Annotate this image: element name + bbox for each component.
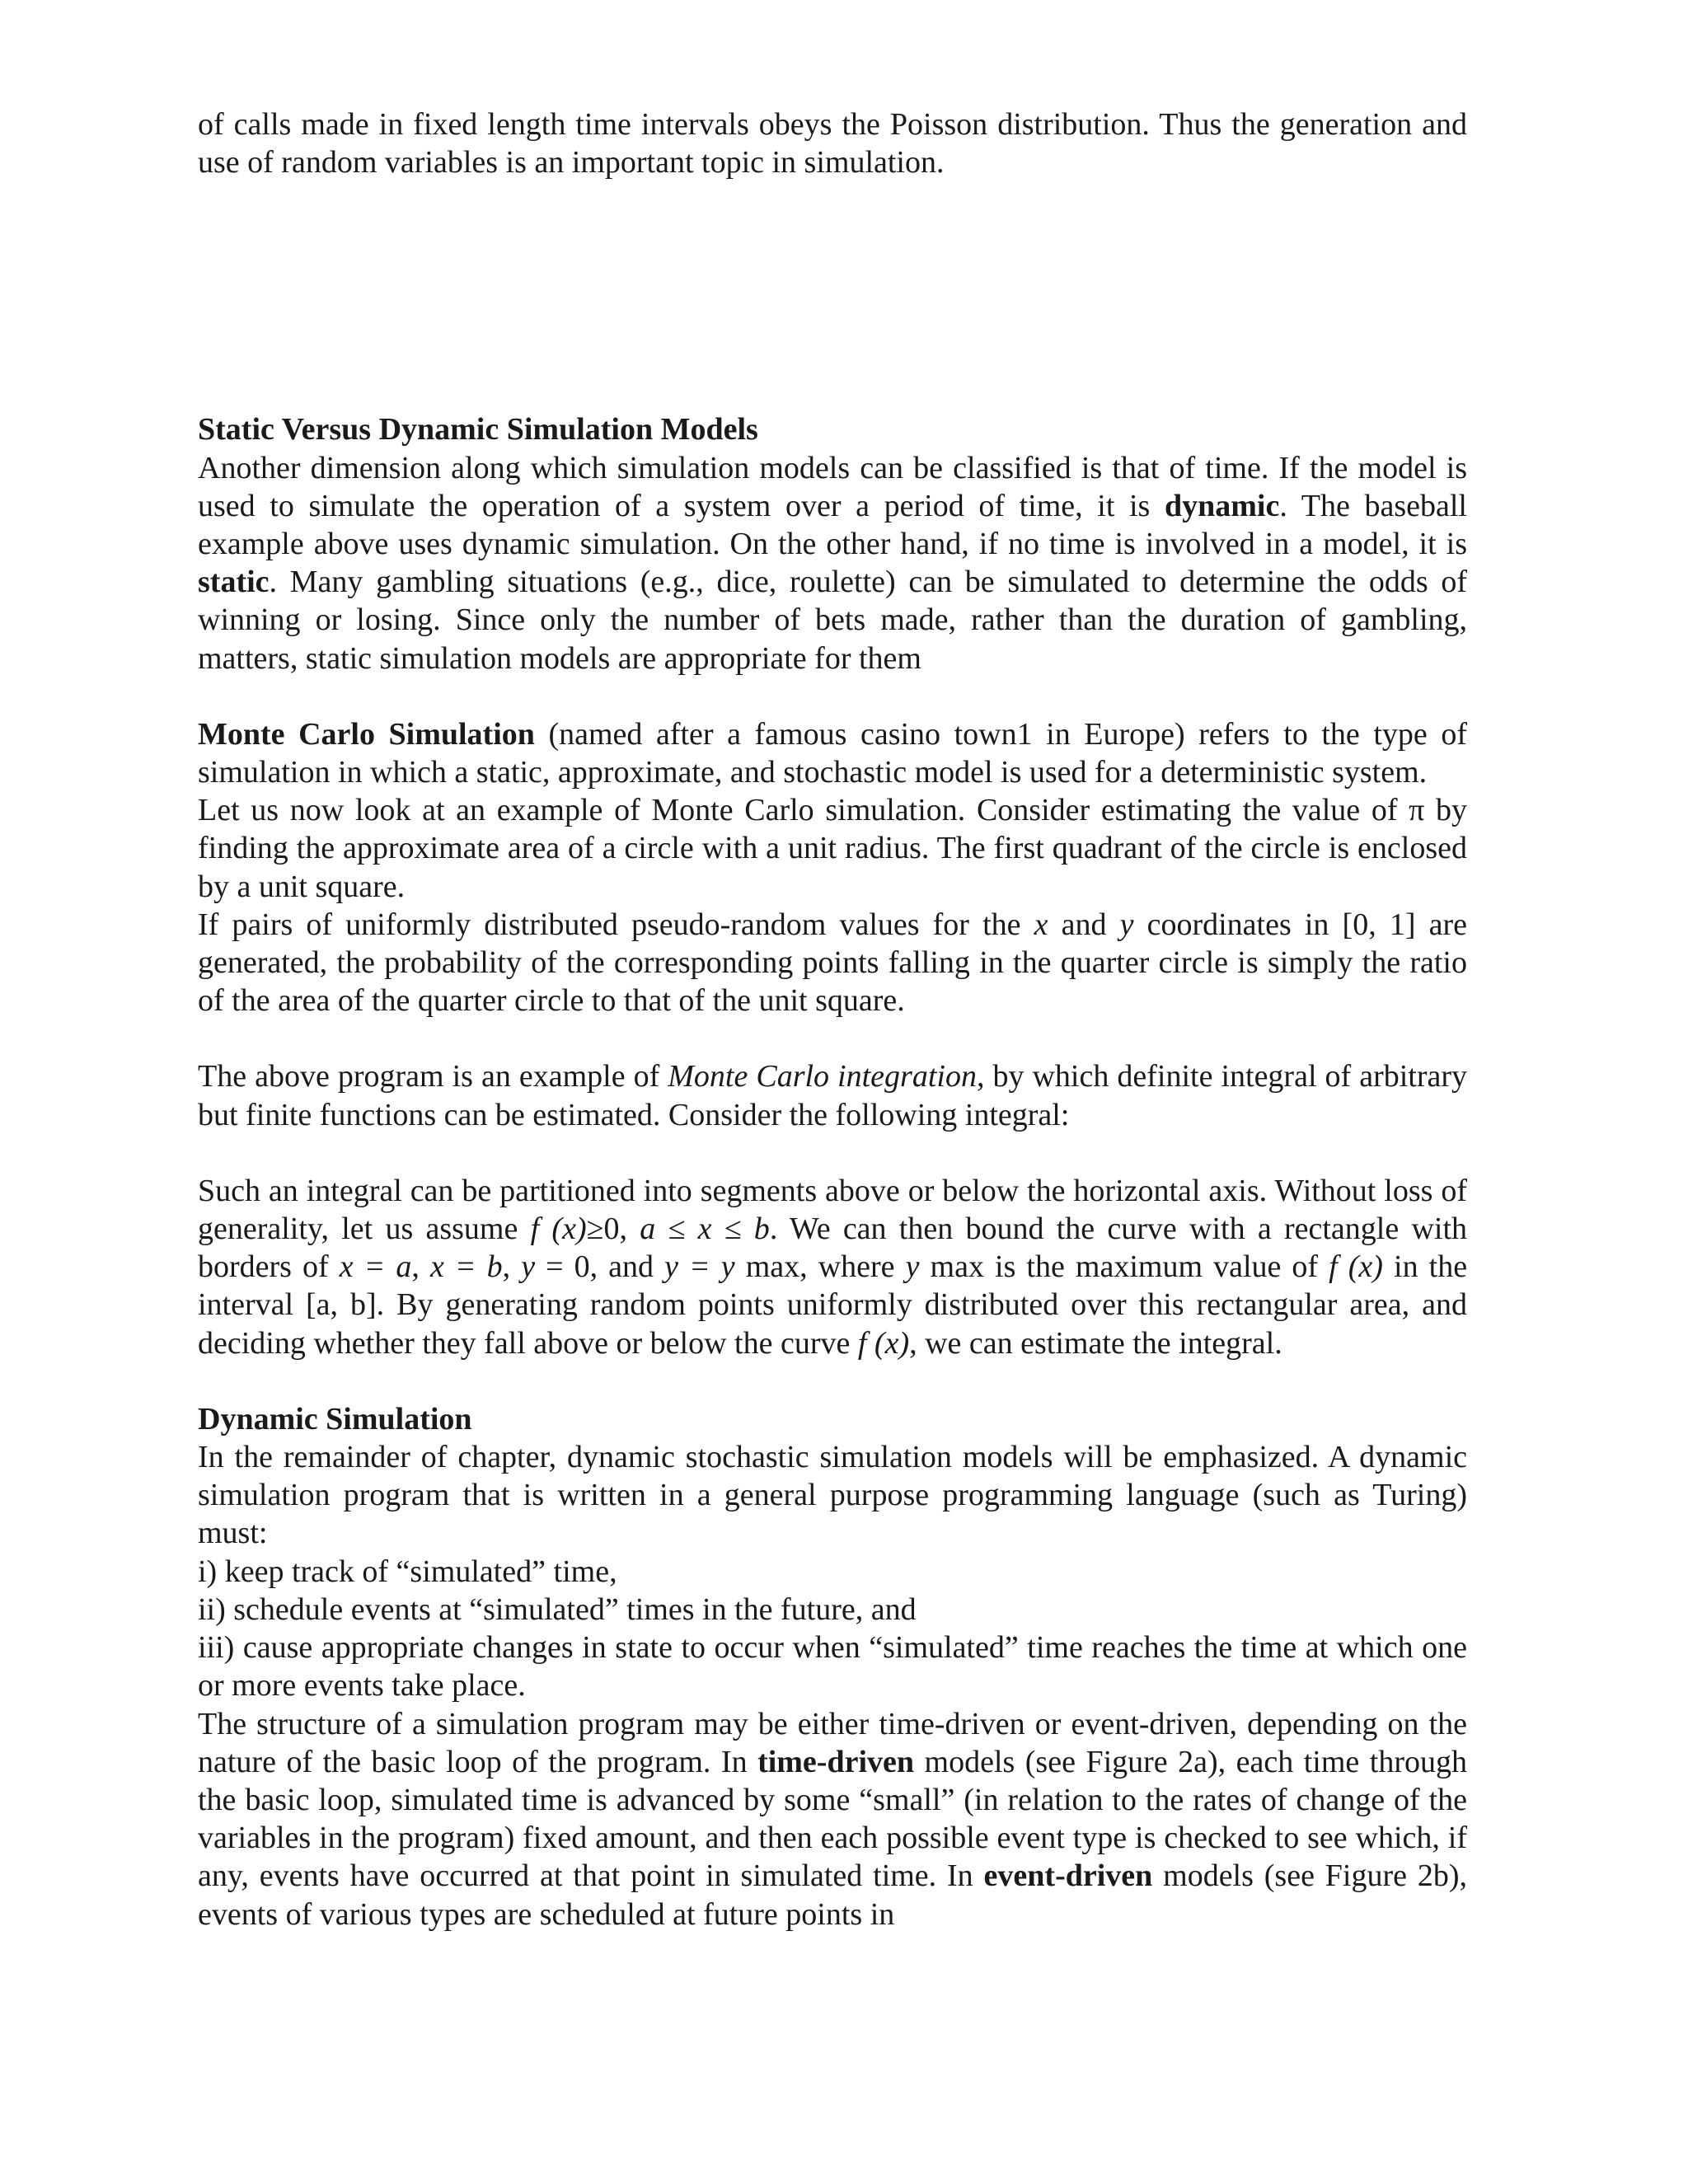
- text-run: . Many gambling situations (e.g., dice, roulette) can be simulated to determine the odds of winning or losing. Since only the number of bets made, rather than the duration of gambling, matters, static simulation models are appropriate for them: [198, 565, 1467, 676]
- blank-space: [198, 181, 1467, 410]
- text-run: , by which definite integral of arbitrary but finite functions can be estimated. Consider the following integral:: [198, 1059, 1468, 1132]
- section-heading-static-dynamic: Static Versus Dynamic Simulation Models: [198, 412, 758, 448]
- text-run: (named after a famous casino town1 in Europe) refers to the type of simulation in which a static, approximate, and stochastic model is used for a deterministic system.: [198, 716, 1467, 790]
- dynamic-intro-paragraph: In the remainder of chapter, dynamic stochastic simulation models will be emphasized. A dynamic simulation program that is written in a general purpose programming language (such as Turing) must:: [198, 1440, 1467, 1551]
- text-run: The above program is an example of: [198, 1059, 668, 1094]
- var-x: x: [1034, 907, 1048, 942]
- text-run: = 0, and: [535, 1249, 665, 1285]
- intro-paragraph: of calls made in fixed length time intervals obeys the Poisson distribution. Thus the generation and use of random variables is an important topic in simulation.: [198, 107, 1467, 180]
- paragraph-gap: [198, 1019, 1467, 1057]
- math-f-x: f (x): [530, 1212, 587, 1247]
- section-heading-dynamic: Dynamic Simulation: [198, 1401, 472, 1436]
- integral-paragraph: [198, 1172, 1467, 1362]
- list-item: iii) cause appropriate changes in state to occur when “simulated” time reaches the time at which one or more events take place.: [198, 1630, 1467, 1704]
- term-dynamic: dynamic: [1164, 488, 1280, 523]
- paragraph-gap: [198, 1362, 1467, 1400]
- term-monte-carlo: Monte Carlo Simulation: [198, 716, 535, 752]
- pi-example-paragraph: Let us now look at an example of Monte Carlo simulation. Consider estimating the value of π by finding the approximate area of a circle with a unit radius. The first quadrant of the circle is enclosed by a unit square.: [198, 793, 1467, 904]
- integration-paragraph: [198, 1057, 1467, 1133]
- text-run: models (see Figure 2b), events of various types are scheduled at future points in: [198, 1858, 1468, 1932]
- text-run: , we can estimate the integral.: [909, 1325, 1282, 1361]
- text-run: max is the maximum value of: [919, 1249, 1329, 1285]
- text-run: ≥0,: [586, 1212, 640, 1247]
- text-run: If pairs of uniformly distributed pseudo-random values for the: [198, 907, 1034, 942]
- text-run: and: [1048, 907, 1120, 942]
- term-event-driven: event-driven: [983, 1858, 1153, 1894]
- term-monte-carlo-integration: Monte Carlo integration: [668, 1059, 977, 1094]
- list-item: i) keep track of “simulated” time,: [198, 1554, 617, 1589]
- text-run: ,: [502, 1249, 522, 1285]
- text-run: in the interval [a, b]. By generating random points uniformly distributed over this rectangular area, and deciding whether they fall above or below the curve: [198, 1249, 1468, 1361]
- var-y: y: [1119, 907, 1134, 942]
- text-run: max, where: [734, 1249, 906, 1285]
- program-structure-paragraph: [198, 1705, 1467, 1933]
- math-y: y: [521, 1249, 536, 1285]
- text-run: . We can then bound the curve with a rectangle with borders of: [198, 1212, 1468, 1285]
- paragraph-gap: [198, 1134, 1467, 1172]
- text-run: . The baseball example above uses dynamic simulation. On the other hand, if no time is involved in a model, it is: [198, 488, 1467, 562]
- term-time-driven: time-driven: [757, 1744, 915, 1779]
- text-run: models (see Figure 2a), each time through the basic loop, simulated time is advanced by some “small” (in relation to the rates of change of the variables in the program) fixed amount, and then each possible event type is checked to see which, if any, events have occurred at that point in simulated time. In: [198, 1744, 1467, 1894]
- static-dynamic-paragraph: [198, 449, 1467, 677]
- math-y: y: [905, 1249, 920, 1285]
- list-item: ii) schedule events at “simulated” times in the future, and: [198, 1591, 917, 1627]
- text-run: Such an integral can be partitioned into segments above or below the horizontal axis. Without loss of generality, let us assume: [198, 1173, 1467, 1247]
- term-static: static: [198, 565, 270, 600]
- random-pairs-paragraph: [198, 906, 1467, 1020]
- math-range: a ≤ x ≤ b: [640, 1212, 770, 1247]
- document-page: [198, 105, 1467, 1933]
- text-run: The structure of a simulation program may be either time-driven or event-driven, depending on the nature of the basic loop of the program. In: [198, 1706, 1467, 1779]
- paragraph-gap: [198, 677, 1467, 715]
- math-x-eq-b: x = b: [429, 1249, 503, 1285]
- math-y-eq-y: y = y: [664, 1249, 735, 1285]
- monte-carlo-paragraph: [198, 715, 1467, 791]
- math-f-x: f (x): [1329, 1249, 1383, 1285]
- text-run: coordinates in [0, 1] are generated, the probability of the corresponding points falling in the quarter circle is simply the ratio of the area of the quarter circle to that of the unit square.: [198, 907, 1467, 1019]
- math-f-x: f (x): [857, 1325, 910, 1361]
- math-x-eq-a: x = a: [339, 1249, 412, 1285]
- text-run: ,: [411, 1249, 430, 1285]
- text-run: Another dimension along which simulation models can be classified is that of time. If the model is used to simulate the operation of a system over a period of time, it is: [198, 450, 1467, 523]
